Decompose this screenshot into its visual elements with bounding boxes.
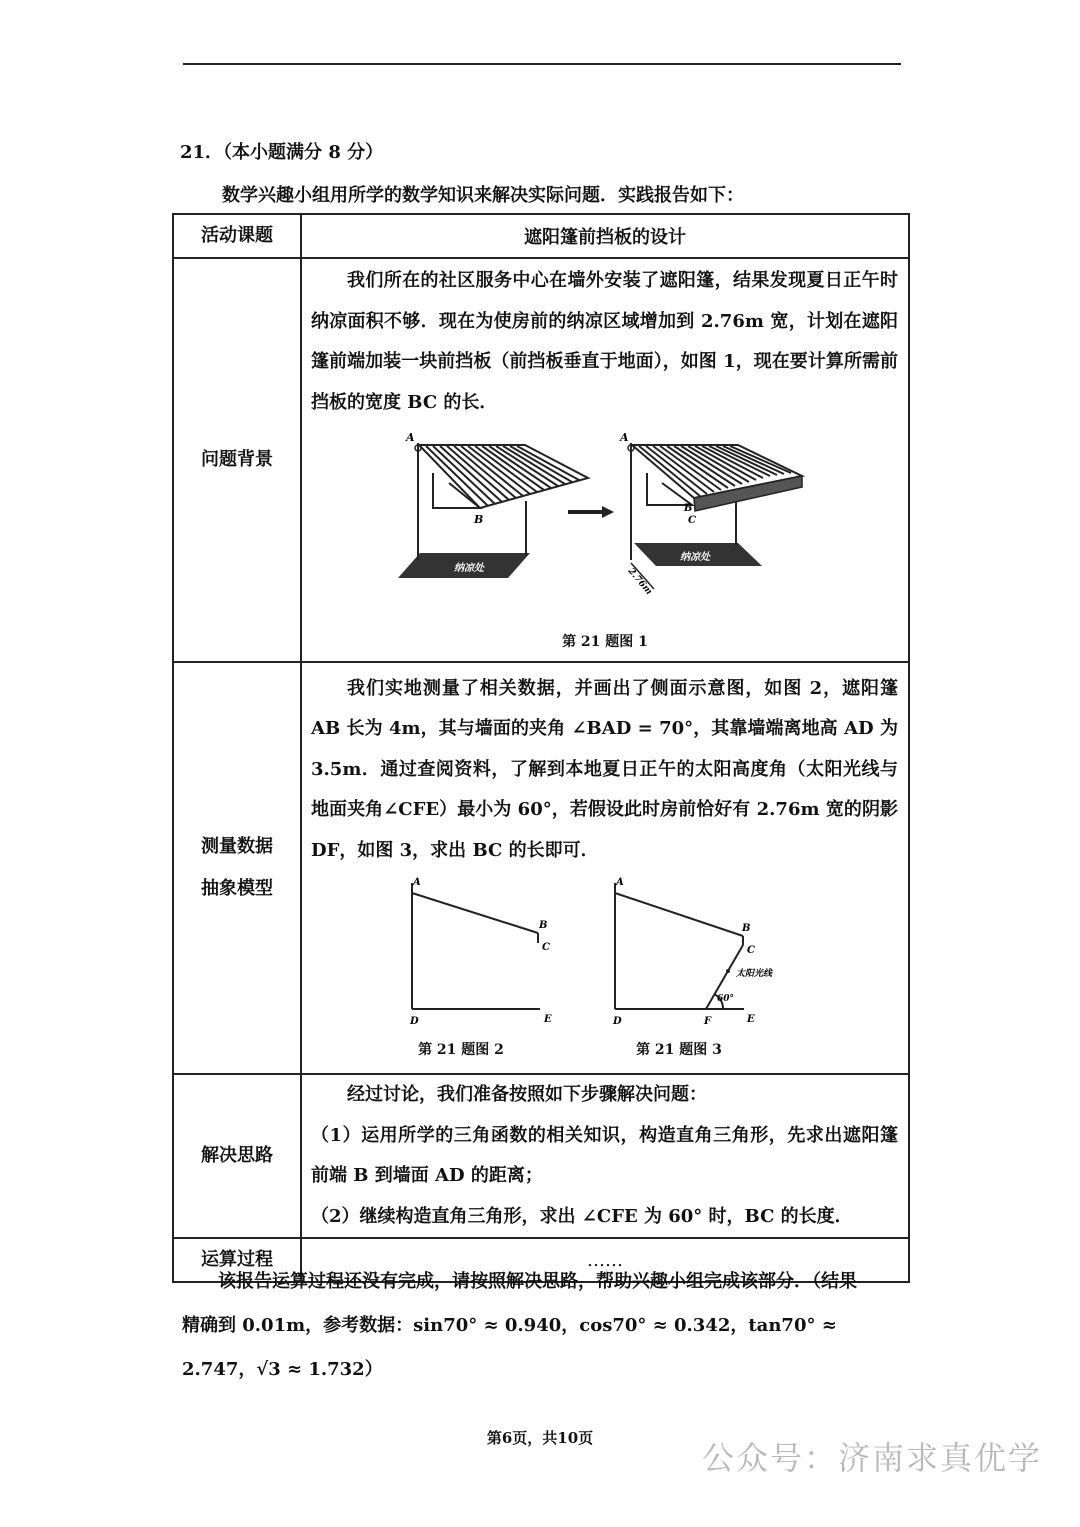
fig1-width-label: 2.76m (625, 566, 654, 598)
solution-approach-cell (301, 1074, 909, 1238)
watermark: 公众号：济南求真优学 (701, 1439, 1042, 1477)
measurement-text: 我们实地测量了相关数据，并画出了侧面示意图，如图 2，遮阳篷 AB 长为 4m，其与墙面的夹角 ∠BAD = 70°，其靠墙端离地高 AD 为 3.5m．通过查阅资料，了解到本地夏日正午的太阳高度角（太阳光线与地面夹角∠CFE）最小为 60°，若假设此时房前恰好有 2.76m 宽的阴影 DF，如图 3，求出 BC 的长即可． (311, 677, 898, 861)
page-number: 第6页，共10页 (486, 1429, 594, 1447)
fig1-label-b-left: B (474, 513, 484, 526)
label-measurement-model (173, 662, 301, 1074)
fig3-label-f: F (704, 1016, 712, 1028)
figure-2-caption: 第 21 题图 2 (418, 1042, 504, 1059)
fig3-label-sunray: 太阳光线 (736, 969, 773, 980)
problem-background-cell (301, 258, 909, 662)
figure-3-caption: 第 21 题图 3 (636, 1042, 722, 1059)
fig3-label-b: B (742, 923, 751, 935)
practice-report-table (172, 213, 910, 1283)
figure-3-diagram (615, 883, 744, 1009)
approach-line-1: 经过讨论，我们准备按照如下步骤解决问题： (347, 1084, 707, 1105)
fig2-label-d: D (410, 1016, 419, 1028)
fig3-label-e: E (747, 1014, 755, 1026)
label-measurement-line2: 抽象模型 (201, 878, 273, 899)
fig3-label-d: D (613, 1016, 622, 1028)
problem-background-text: 我们所在的社区服务中心在墙外安装了遮阳篷，结果发现夏日正午时纳凉面积不够．现在为使房前的纳凉区域增加到 2.76m 宽，计划在遮阳篷前端加装一块前挡板（前挡板垂直于地面），如图 1，现在要计算所需前挡板的宽度 BC 的长． (311, 270, 898, 413)
fig3-label-a: A (616, 877, 624, 889)
activity-topic-value: 遮阳篷前挡板的设计 (301, 214, 909, 258)
top-rule (183, 63, 901, 65)
fig3-label-c: C (747, 945, 755, 957)
calculation-process-value: …… (301, 1238, 909, 1282)
question-heading: 21．（本小题满分 8 分） (180, 142, 384, 163)
fig1-label-c-right: C (688, 515, 696, 526)
question-intro: 数学兴趣小组用所学的数学知识来解决实际问题．实践报告如下： (222, 185, 744, 206)
footer-instruction-line-1: 该报告运算过程还没有完成，请按照解决思路，帮助兴趣小组完成该部分．（结果 (218, 1271, 857, 1292)
figure-2-diagram (412, 883, 540, 1009)
fig2-label-e: E (544, 1014, 552, 1026)
fig2-label-a: A (413, 877, 421, 889)
fig1-shade-label-right: 纳凉处 (680, 552, 710, 563)
label-solution-approach: 解决思路 (173, 1074, 301, 1238)
fig2-label-b: B (539, 920, 548, 932)
awning-figure-1 (302, 423, 908, 631)
label-problem-background: 问题背景 (173, 258, 301, 662)
fig3-label-angle: 60° (717, 994, 735, 1005)
fig1-label-a-right: A (620, 431, 629, 444)
fig1-label-b-right: B (684, 503, 693, 514)
fig2-label-c: C (542, 942, 550, 954)
awning-after-drawing (628, 443, 802, 589)
label-activity-topic: 活动课题 (173, 214, 301, 258)
label-calculation-process: 运算过程 (173, 1238, 301, 1282)
footer-instruction (182, 1260, 904, 1392)
figure-1-caption: 第 21 题图 1 (562, 634, 648, 650)
footer-instruction-line-2: 精确到 0.01m，参考数据：sin70° ≈ 0.940，cos70° ≈ 0.342，tan70° ≈ 2.747，√3 ≈ 1.732） (182, 1315, 837, 1380)
label-measurement-line1: 测量数据 (201, 836, 273, 857)
approach-line-3: （2）继续构造直角三角形，求出 ∠CFE 为 60° 时，BC 的长度． (311, 1205, 853, 1227)
awning-before-drawing (398, 443, 588, 578)
fig1-label-a-left: A (406, 431, 415, 444)
side-view-figures (302, 871, 908, 1039)
approach-line-2: （1）运用所学的三角函数的相关知识，构造直角三角形，先求出遮阳篷前端 B 到墙面 AD 的距离； (311, 1124, 898, 1186)
fig1-shade-label-left: 纳凉处 (454, 563, 484, 574)
measurement-cell (301, 662, 909, 1074)
